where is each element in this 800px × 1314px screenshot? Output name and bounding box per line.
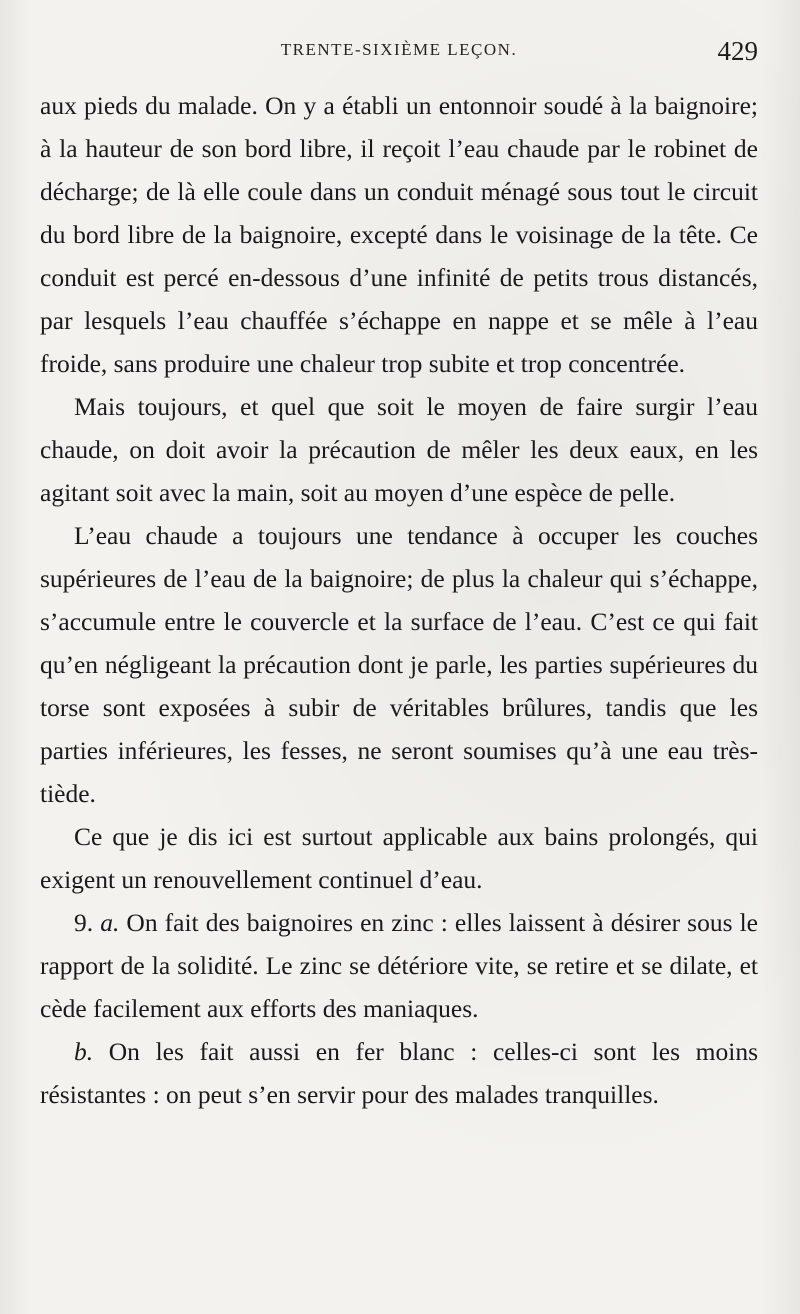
paragraph-text: aux pieds du malade. On y a établi un entonnoir soudé à la baignoire; à la hauteur de son bord libre, il reçoit l’eau chaude par le robinet de décharge; de là elle coule dans un conduit ménagé sous tout le circuit du bord libre de la baignoire, excepté dans le voisinage de la tête. Ce conduit est percé en-dessous d’une infinité de petits trous distancés, par lesquels l’eau chauffée s’échappe en nappe et se mêle à l’eau froide, sans produire une chaleur trop subite et trop concentrée. [40, 91, 758, 378]
subsection-marker: b. [74, 1037, 94, 1066]
paragraph-text: L’eau chaude a toujours une tendance à occuper les couches supérieures de l’eau de la baignoire; de plus la chaleur qui s’échappe, s’accumule entre le couvercle et la surface de l’eau. C’est ce qui fait qu’en négligeant la précaution dont je parle, les parties supérieures du torse sont exposées à subir de véritables brûlures, tandis que les parties inférieures, les fesses, ne seront soumises qu’à une eau très-tiède. [40, 521, 758, 808]
page-header [40, 36, 758, 70]
paragraph-text: On fait des baignoires en zinc : elles laissent à désirer sous le rapport de la solidité. Le zinc se détériore vite, se retire et se dilate, et cède facilement aux efforts des maniaques. [40, 908, 758, 1023]
paragraph [40, 514, 758, 815]
page-number: 429 [717, 36, 758, 66]
paragraph [40, 385, 758, 514]
lettered-paragraph [40, 1030, 758, 1116]
section-number: 9. [74, 908, 94, 937]
numbered-paragraph [40, 901, 758, 1030]
paragraph-continuation [40, 84, 758, 385]
paragraph [40, 815, 758, 901]
paragraph-text: Ce que je dis ici est surtout applicable aux bains prolongés, qui exigent un renouvellement continuel d’eau. [40, 822, 758, 894]
body-text [40, 84, 758, 1116]
subsection-marker: a. [100, 908, 120, 937]
paragraph-text: On les fait aussi en fer blanc : celles-ci sont les moins résistantes : on peut s’en servir pour des malades tranquilles. [40, 1037, 758, 1109]
running-head: TRENTE-SIXIÈME LEÇON. [280, 40, 518, 59]
paragraph-text: Mais toujours, et quel que soit le moyen de faire surgir l’eau chaude, on doit avoir la précaution de mêler les deux eaux, en les agitant soit avec la main, soit au moyen d’une espèce de pelle. [40, 392, 758, 507]
